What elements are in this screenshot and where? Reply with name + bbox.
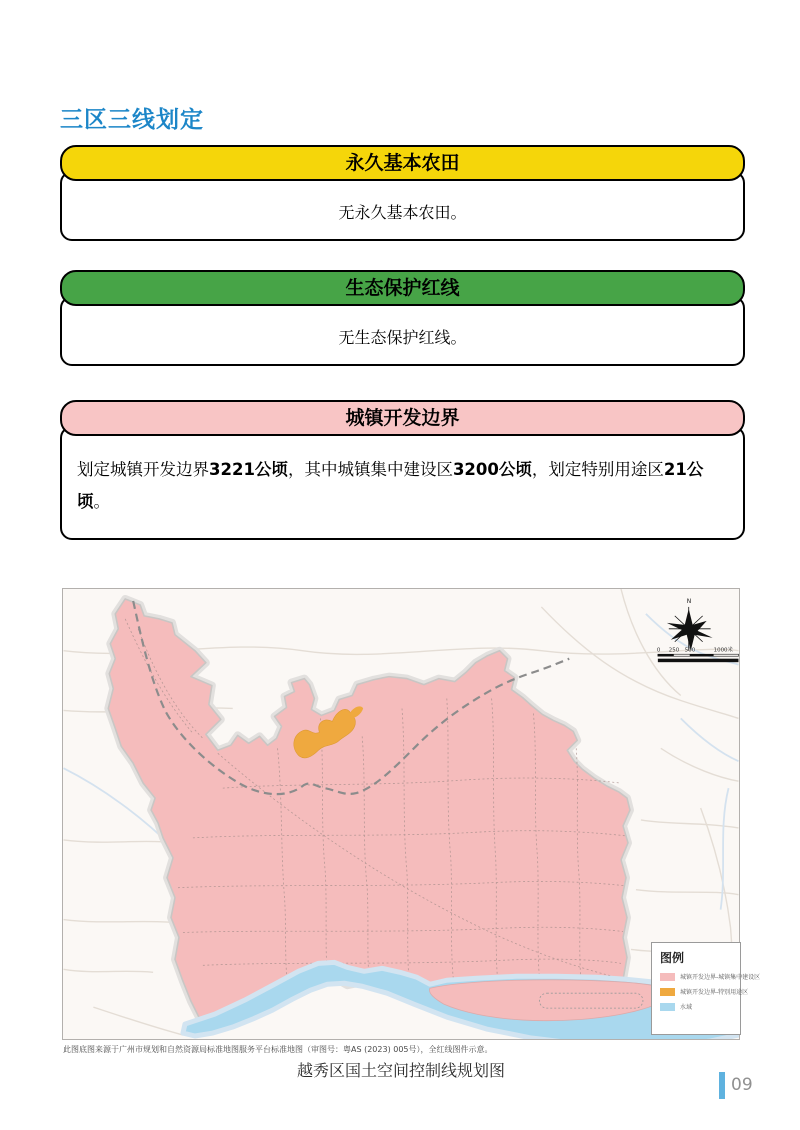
urban-text-part: ，划定特别用途区 [531,460,664,479]
map-title: 越秀区国土空间控制线规划图 [296,1061,505,1080]
map-legend [651,942,761,1035]
scale-tick-label: 250 [668,647,680,654]
legend-swatch-urban [660,973,675,981]
page-number: 09 [731,1075,753,1095]
planning-map [62,588,761,1040]
north-label: N [686,597,692,605]
footer-accent-bar [719,1072,725,1099]
legend-item [660,972,761,981]
section-ecology-body [60,296,745,366]
section-ecology [60,270,745,366]
section-urban-boundary-text [62,438,743,538]
page-title: 三区三线划定 [60,107,204,134]
section-urban-boundary [60,400,745,540]
planning-map-canvas [63,589,739,1039]
urban-text-part: ，其中城镇集中建设区 [287,460,453,479]
urban-text-value: 3221公顷 [209,460,288,479]
section-urban-boundary-body [60,426,745,540]
scale-tick-label: 0 [656,647,661,654]
section-urban-boundary-header: 城镇开发边界 [60,400,745,436]
legend-swatch-water [660,1003,675,1011]
section-farmland-text: 无永久基本农田。 [338,202,467,222]
section-farmland-header: 永久基本农田 [60,145,745,181]
north-arrow-icon [667,607,713,651]
legend-item [660,1002,740,1011]
legend-swatch-special-use [660,988,675,996]
legend-label: 水域 [680,1004,693,1011]
section-farmland [60,145,745,241]
urban-area-polygon [108,599,630,1025]
scale-tick-label: 1000米 [713,647,734,654]
legend-item [660,987,749,996]
urban-text-value: 21公顷 [77,460,704,512]
section-farmland-body [60,171,745,241]
legend-label: 城镇开发边界-特别用途区 [680,989,749,996]
scale-tick-label: 500 [684,647,696,654]
section-ecology-header: 生态保护红线 [60,270,745,306]
urban-text-part: 划定城镇开发边界 [77,460,209,479]
legend-label: 城镇开发边界-城镇集中建设区 [680,974,761,981]
map-source-caption: 此图底图来源于广州市规划和自然资源局标准地图服务平台标准地图（审图号：粤AS (2023) 005号），全红线图件示意。 [63,1045,493,1054]
urban-text-value: 3200公顷 [452,460,532,479]
legend-title: 图例 [660,951,685,965]
scale-bar [657,646,739,662]
urban-text-part: 。 [93,492,110,512]
section-ecology-text: 无生态保护红线。 [338,327,467,347]
